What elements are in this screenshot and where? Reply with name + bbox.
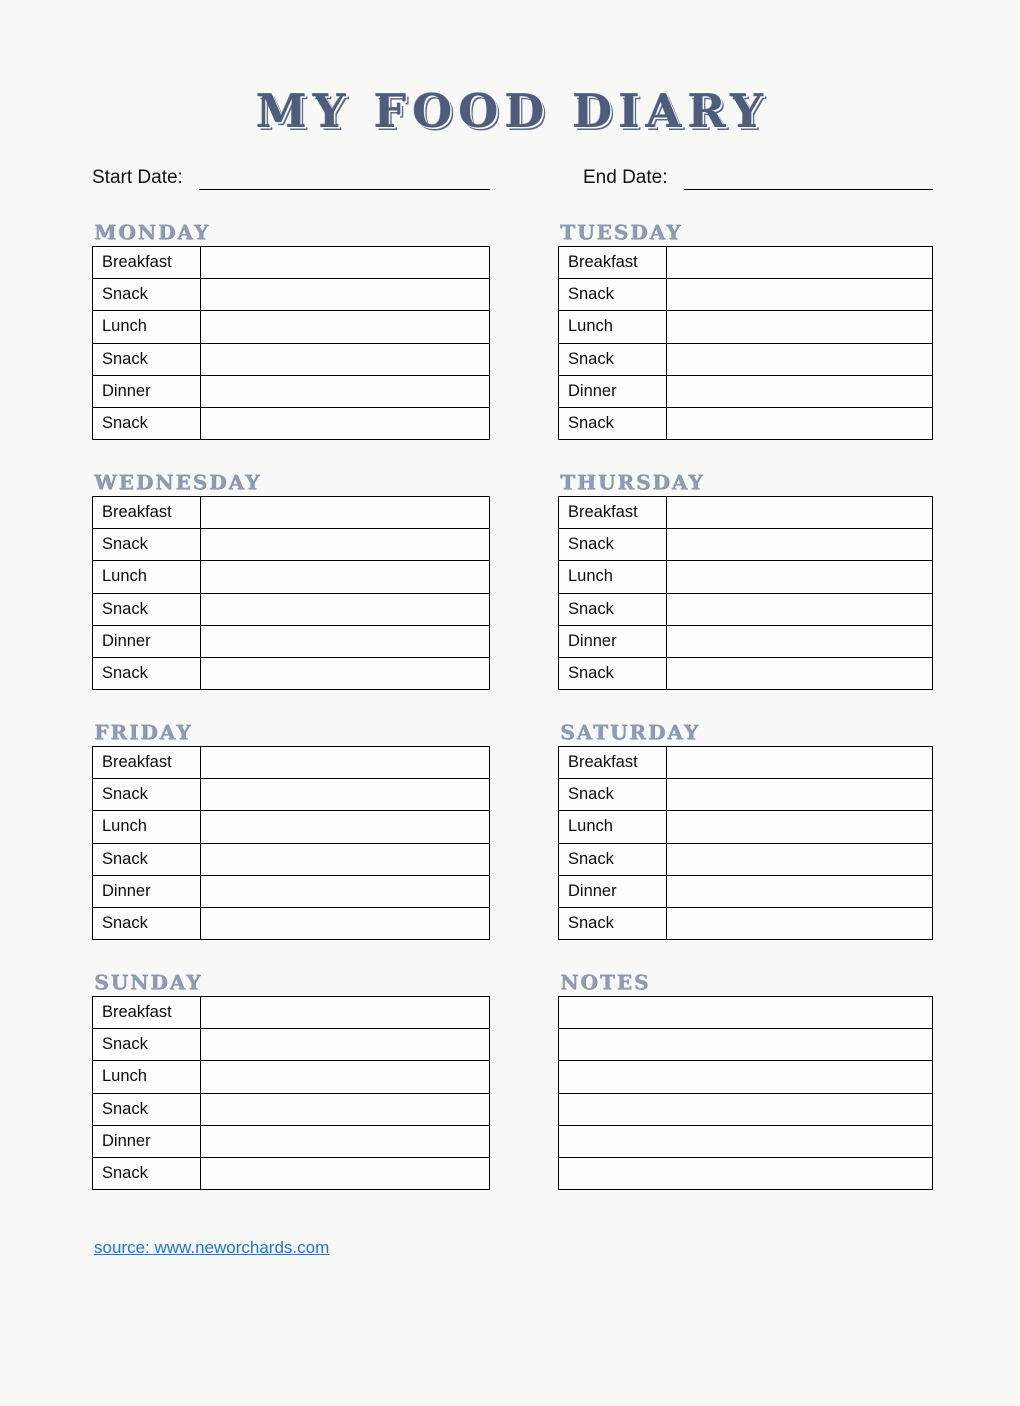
table-row xyxy=(559,344,932,376)
meal-label-cell: Snack xyxy=(93,594,201,625)
meal-entry-cell xyxy=(201,747,489,778)
table-row xyxy=(559,908,932,939)
table-row xyxy=(559,811,932,843)
meal-label-cell: Dinner xyxy=(559,626,667,657)
meal-label-cell: Dinner xyxy=(93,376,201,407)
meal-table xyxy=(558,746,933,940)
table-row xyxy=(93,908,489,939)
meal-label-cell: Dinner xyxy=(93,876,201,907)
day-section-thursday xyxy=(558,472,933,690)
meal-label-cell: Snack xyxy=(93,279,201,310)
meal-label-cell: Lunch xyxy=(93,1061,201,1092)
meal-entry-cell xyxy=(201,279,489,310)
table-row xyxy=(559,376,932,408)
meal-entry-cell xyxy=(201,311,489,342)
meal-label-cell: Snack xyxy=(559,908,667,939)
table-row xyxy=(559,594,932,626)
table-row xyxy=(93,779,489,811)
day-heading: SATURDAY xyxy=(560,720,700,744)
day-section-sunday xyxy=(92,972,490,1190)
day-section-wednesday xyxy=(92,472,490,690)
meal-entry-cell xyxy=(667,561,932,592)
meal-label-cell: Snack xyxy=(559,279,667,310)
meal-entry-cell xyxy=(201,376,489,407)
meal-table xyxy=(92,746,490,940)
meal-entry-cell xyxy=(667,279,932,310)
table-row xyxy=(93,997,489,1029)
end-date-field xyxy=(684,170,934,190)
table-row xyxy=(559,311,932,343)
table-row xyxy=(559,876,932,908)
meal-entry-cell xyxy=(201,1094,489,1125)
table-row xyxy=(93,344,489,376)
table-row xyxy=(93,1126,489,1158)
table-row xyxy=(559,529,932,561)
start-date-group xyxy=(92,166,490,190)
meal-label-cell: Lunch xyxy=(559,561,667,592)
meal-entry-cell xyxy=(667,626,932,657)
table-row xyxy=(93,1094,489,1126)
meal-entry-cell xyxy=(201,626,489,657)
meal-entry-cell xyxy=(201,1158,489,1189)
meal-label-cell: Snack xyxy=(559,594,667,625)
meal-label-cell: Snack xyxy=(559,408,667,439)
meal-label-cell: Dinner xyxy=(93,626,201,657)
meal-entry-cell xyxy=(667,658,932,689)
meal-entry-cell xyxy=(201,658,489,689)
meal-entry-cell xyxy=(667,376,932,407)
table-row xyxy=(93,876,489,908)
meal-label-cell: Lunch xyxy=(93,811,201,842)
day-sections-grid xyxy=(92,222,933,1222)
meal-entry-cell xyxy=(667,811,932,842)
meal-entry-cell xyxy=(201,594,489,625)
meal-label-cell: Snack xyxy=(93,529,201,560)
notes-row xyxy=(559,1061,932,1093)
meal-entry-cell xyxy=(201,408,489,439)
notes-row xyxy=(559,1094,932,1126)
meal-label-cell: Snack xyxy=(559,658,667,689)
meal-label-cell: Snack xyxy=(93,408,201,439)
meal-entry-cell xyxy=(667,876,932,907)
table-row xyxy=(559,747,932,779)
table-row xyxy=(559,779,932,811)
meal-label-cell: Breakfast xyxy=(559,497,667,528)
meal-entry-cell xyxy=(201,811,489,842)
end-date-group xyxy=(583,166,933,190)
notes-row xyxy=(559,1126,932,1158)
meal-label-cell: Snack xyxy=(559,844,667,875)
notes-row xyxy=(559,1158,932,1189)
notes-section xyxy=(558,972,933,1190)
meal-entry-cell xyxy=(201,876,489,907)
table-row xyxy=(93,376,489,408)
table-row xyxy=(93,1029,489,1061)
meal-entry-cell xyxy=(667,908,932,939)
table-row xyxy=(93,1061,489,1093)
meal-label-cell: Snack xyxy=(93,658,201,689)
meal-entry-cell xyxy=(201,1029,489,1060)
meal-entry-cell xyxy=(667,844,932,875)
day-section-saturday xyxy=(558,722,933,940)
day-section-tuesday xyxy=(558,222,933,440)
meal-entry-cell xyxy=(201,997,489,1028)
table-row xyxy=(93,811,489,843)
meal-label-cell: Snack xyxy=(559,344,667,375)
page-title: MY FOOD DIARY xyxy=(255,84,770,138)
table-row xyxy=(93,279,489,311)
meal-label-cell: Dinner xyxy=(559,876,667,907)
table-row xyxy=(559,626,932,658)
meal-table xyxy=(558,496,933,690)
meal-entry-cell xyxy=(201,497,489,528)
table-row xyxy=(559,408,932,439)
meal-label-cell: Lunch xyxy=(93,311,201,342)
source-link[interactable]: source: www.neworchards.com xyxy=(94,1238,330,1257)
meal-table xyxy=(92,996,490,1190)
meal-label-cell: Snack xyxy=(93,779,201,810)
meal-entry-cell xyxy=(667,408,932,439)
table-row xyxy=(93,594,489,626)
meal-label-cell: Snack xyxy=(559,529,667,560)
meal-label-cell: Lunch xyxy=(559,311,667,342)
day-section-monday xyxy=(92,222,490,440)
day-section-friday xyxy=(92,722,490,940)
notes-row xyxy=(559,1029,932,1061)
end-date-label: End Date: xyxy=(583,167,668,188)
meal-entry-cell xyxy=(667,497,932,528)
meal-entry-cell xyxy=(201,247,489,278)
start-date-field xyxy=(199,170,490,190)
meal-entry-cell xyxy=(201,344,489,375)
meal-label-cell: Breakfast xyxy=(93,247,201,278)
notes-row xyxy=(559,997,932,1029)
table-row xyxy=(93,626,489,658)
day-heading: THURSDAY xyxy=(560,470,705,494)
table-row xyxy=(93,561,489,593)
meal-entry-cell xyxy=(201,529,489,560)
meal-label-cell: Snack xyxy=(93,1158,201,1189)
notes-heading: NOTES xyxy=(560,970,651,994)
meal-entry-cell xyxy=(201,561,489,592)
meal-table xyxy=(92,246,490,440)
table-row xyxy=(93,658,489,689)
meal-entry-cell xyxy=(667,247,932,278)
meal-label-cell: Lunch xyxy=(559,811,667,842)
table-row xyxy=(559,561,932,593)
table-row xyxy=(93,497,489,529)
meal-label-cell: Snack xyxy=(93,1094,201,1125)
date-row xyxy=(92,166,933,190)
meal-label-cell: Snack xyxy=(93,844,201,875)
meal-entry-cell xyxy=(201,908,489,939)
table-row xyxy=(93,844,489,876)
meal-label-cell: Breakfast xyxy=(559,747,667,778)
meal-entry-cell xyxy=(667,747,932,778)
meal-label-cell: Breakfast xyxy=(93,997,201,1028)
table-row xyxy=(559,247,932,279)
meal-table xyxy=(92,496,490,690)
meal-label-cell: Dinner xyxy=(93,1126,201,1157)
meal-label-cell: Snack xyxy=(93,344,201,375)
table-row xyxy=(559,844,932,876)
table-row xyxy=(93,311,489,343)
table-row xyxy=(559,279,932,311)
meal-entry-cell xyxy=(667,529,932,560)
food-diary-page xyxy=(0,86,1020,1406)
table-row xyxy=(93,747,489,779)
meal-label-cell: Breakfast xyxy=(93,497,201,528)
meal-entry-cell xyxy=(201,1061,489,1092)
meal-label-cell: Snack xyxy=(93,1029,201,1060)
day-heading: SUNDAY xyxy=(94,970,203,994)
meal-entry-cell xyxy=(201,1126,489,1157)
meal-label-cell: Breakfast xyxy=(559,247,667,278)
table-row xyxy=(93,529,489,561)
meal-entry-cell xyxy=(667,311,932,342)
meal-label-cell: Breakfast xyxy=(93,747,201,778)
table-row xyxy=(559,658,932,689)
meal-entry-cell xyxy=(201,844,489,875)
day-heading: FRIDAY xyxy=(94,720,193,744)
meal-entry-cell xyxy=(667,594,932,625)
start-date-label: Start Date: xyxy=(92,167,183,188)
meal-entry-cell xyxy=(201,779,489,810)
day-heading: TUESDAY xyxy=(560,220,683,244)
meal-label-cell: Lunch xyxy=(93,561,201,592)
meal-entry-cell xyxy=(667,779,932,810)
notes-table xyxy=(558,996,933,1190)
meal-table xyxy=(558,246,933,440)
meal-label-cell: Snack xyxy=(559,779,667,810)
table-row xyxy=(559,497,932,529)
table-row xyxy=(93,247,489,279)
day-heading: MONDAY xyxy=(94,220,210,244)
meal-entry-cell xyxy=(667,344,932,375)
table-row xyxy=(93,408,489,439)
day-heading: WEDNESDAY xyxy=(94,470,262,494)
meal-label-cell: Dinner xyxy=(559,376,667,407)
table-row xyxy=(93,1158,489,1189)
meal-label-cell: Snack xyxy=(93,908,201,939)
